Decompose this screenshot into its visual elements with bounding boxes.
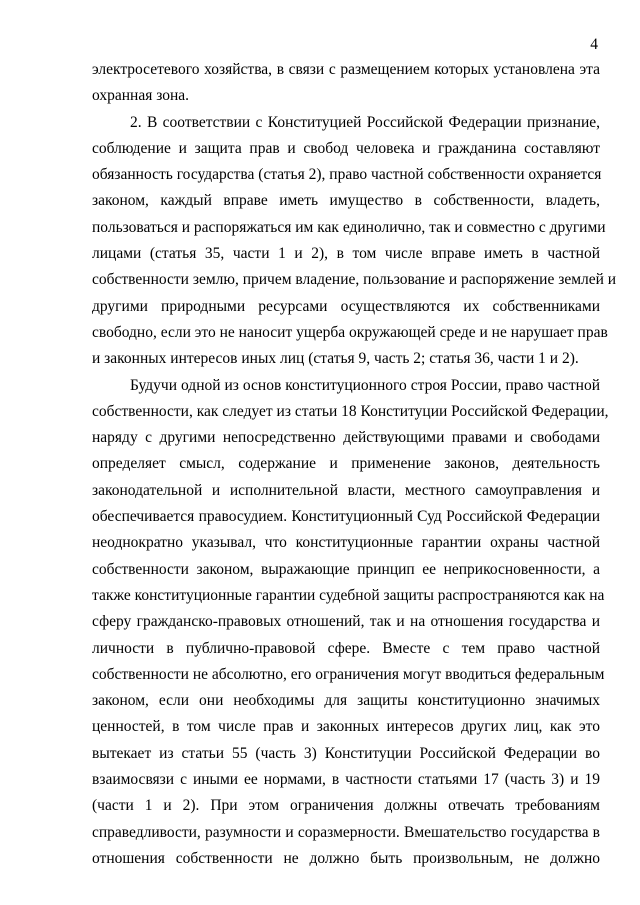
text-line: законом, каждый вправе иметь имущество в собственности, владеть, <box>92 192 600 210</box>
text-line: лицами (статья 35, части 1 и 2), в том числе вправе иметь в частной <box>92 245 600 263</box>
text-line: законом, если они необходимы для защиты конституционно значимых <box>92 692 600 710</box>
text-line: наряду с другими непосредственно действующими правами и свободами <box>92 429 600 447</box>
text-line: ценностей, в том числе прав и законных интересов других лиц, как это <box>92 718 600 736</box>
text-line: другими природными ресурсами осуществляются их собственниками <box>92 297 600 315</box>
text-line: сферу гражданско-правовых отношений, так и на отношения государства и <box>92 613 600 631</box>
text-line: законодательной и исполнительной власти, местного самоуправления и <box>92 481 600 499</box>
text-line: и законных интересов иных лиц (статья 9, часть 2; статья 36, части 1 и 2). <box>92 350 579 368</box>
text-line: также конституционные гарантии судебной защиты распространяются как на <box>92 586 605 604</box>
text-line: неоднократно указывал, что конституционные гарантии охраны частной <box>92 534 600 552</box>
text-line: соблюдение и защита прав и свобод человека и гражданина составляют <box>92 139 600 157</box>
text-line: охранная зона. <box>92 87 190 105</box>
text-line: пользоваться и распоряжаться им как единолично, так и совместно с другими <box>92 218 606 236</box>
text-line: электросетевого хозяйства, в связи с размещением которых установлена эта <box>92 61 600 78</box>
paragraph-start-line: Будучи одной из основ конституционного строя России, право частной <box>130 376 600 394</box>
text-line: (части 1 и 2). При этом ограничения должны отвечать требованиям <box>92 797 600 815</box>
text-line: собственности не абсолютно, его ограничения могут вводиться федеральным <box>92 665 605 683</box>
body-text <box>92 57 617 872</box>
text-line: отношения собственности не должно быть произвольным, не должно <box>92 849 600 867</box>
text-line: личности в публично-правовой сфере. Вместе с тем право частной <box>92 639 600 657</box>
text-line: свободно, если это не наносит ущерба окружающей среде и не нарушает прав <box>92 323 608 341</box>
text-line: взаимосвязи с иными ее нормами, в частности статьями 17 (часть 3) и 19 <box>92 771 600 789</box>
text-line: собственности землю, причем владение, пользование и распоряжение землей и <box>92 271 617 289</box>
text-line: собственности, как следует из статьи 18 Конституции Российской Федерации, <box>92 402 609 420</box>
text-line: определяет смысл, содержание и применение законов, деятельность <box>92 455 600 473</box>
text-line: собственности законом, выражающие принцип ее неприкосновенности, а <box>92 560 600 578</box>
text-line: обеспечивается правосудием. Конституционный Суд Российской Федерации <box>92 508 600 526</box>
paragraph-start-line: 2. В соответствии с Конституцией Российской Федерации признание, <box>130 113 600 131</box>
text-line: вытекает из статьи 55 (часть 3) Конституции Российской Федерации во <box>92 744 600 762</box>
page-number: 4 <box>590 36 598 53</box>
text-line: обязанность государства (статья 2), право частной собственности охраняется <box>92 166 602 184</box>
text-line: справедливости, разумности и соразмерности. Вмешательство государства в <box>92 823 600 841</box>
